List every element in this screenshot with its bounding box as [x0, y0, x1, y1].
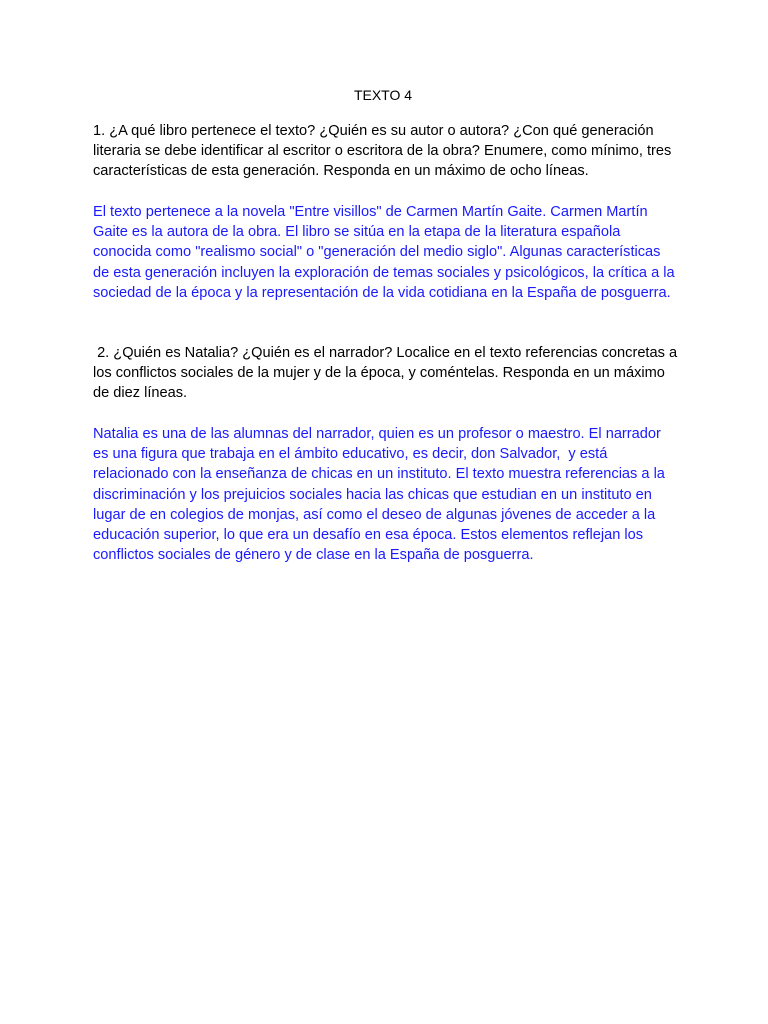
- question-2: 2. ¿Quién es Natalia? ¿Quién es el narrador? Localice en el texto referencias concretas a los conflictos sociales de la mujer y de la época, y coméntelas. Responda en un máximo de diez líneas.: [93, 345, 682, 402]
- answer-2: Natalia es una de las alumnas del narrador, quien es un profesor o maestro. El narrador es una figura que trabaja en el ámbito educativo, es decir, don Salvador, y está relacionado con la enseñanza de chicas en un instituto. El texto muestra referencias a la discriminación y los prejuicios sociales hacia las chicas que estudian en un instituto en lugar de en colegios de monjas, así como el deseo de algunas jóvenes de acceder a la educación superior, lo que era un desafío en esa época. Estos elementos reflejan los conflictos sociales de género y de clase en la España de posguerra.: [93, 426, 669, 564]
- question-1: 1. ¿A qué libro pertenece el texto? ¿Quién es su autor o autora? ¿Con qué generación literaria se debe identificar al escritor o escritora de la obra? Enumere, como mínimo, tres características de esta generación. Responda en un máximo de ocho líneas.: [93, 123, 672, 180]
- document-title: TEXTO 4: [353, 87, 413, 103]
- answer-1: El texto pertenece a la novela "Entre visillos" de Carmen Martín Gaite. Carmen Martín Gaite es la autora de la obra. El libro se sitúa en la etapa de la literatura española conocida como "realismo social" o "generación del medio siglo". Algunas características de esta generación incluyen la exploración de temas sociales y psicológicos, la crítica a la sociedad de la época y la representación de la vida cotidiana en la España de posguerra.: [93, 204, 675, 301]
